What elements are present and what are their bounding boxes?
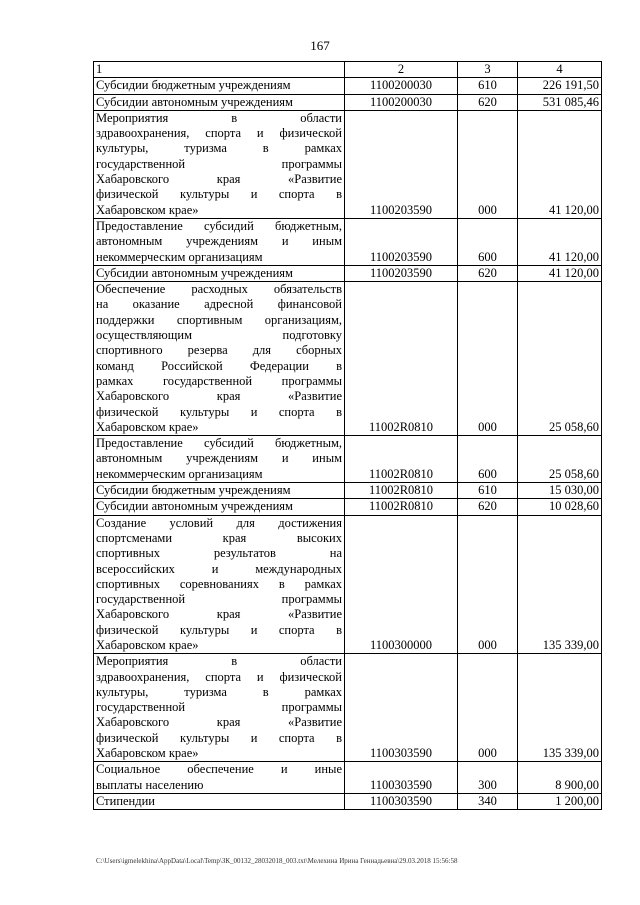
- description-line: физической культуры и спорта в: [96, 404, 342, 419]
- description-line: физической культуры и спорта в: [96, 622, 342, 637]
- row-target-code: 11002R0810: [345, 499, 458, 515]
- description-line: Социальное обеспечение и иные: [96, 762, 342, 777]
- description-line: Субсидии бюджетным учреждениям: [96, 78, 291, 93]
- row-target-code: 1100203590: [345, 265, 458, 281]
- row-expense-type: 600: [458, 218, 518, 265]
- row-target-code: 1100303590: [345, 654, 458, 762]
- row-amount: 41 120,00: [518, 110, 602, 218]
- description-line: осуществляющим подготовку: [96, 328, 342, 343]
- description-line: культуры, туризма в рамках: [96, 141, 342, 156]
- description-line: культуры, туризма в рамках: [96, 684, 342, 699]
- description-line: спортивного резерва для сборных: [96, 343, 342, 358]
- table-row: [94, 94, 602, 110]
- description-line: государственной программы: [96, 592, 342, 607]
- description-line: автономным учреждениям и иным: [96, 451, 342, 466]
- row-target-code: 11002R0810: [345, 436, 458, 483]
- table-header-row: [94, 62, 602, 78]
- row-expense-type: 610: [458, 78, 518, 94]
- description-line: поддержки спортивным организациям,: [96, 312, 342, 327]
- row-amount: 8 900,00: [518, 762, 602, 794]
- row-target-code: 1100303590: [345, 793, 458, 809]
- header-col-4: 4: [518, 62, 602, 78]
- row-target-code: 1100200030: [345, 78, 458, 94]
- row-amount: 135 339,00: [518, 515, 602, 654]
- table-row: [94, 218, 602, 265]
- table-row: [94, 499, 602, 515]
- header-col-2: 2: [345, 62, 458, 78]
- description-line: Хабаровского края «Развитие: [96, 172, 342, 187]
- budget-table: [93, 61, 602, 810]
- row-description: [94, 94, 345, 110]
- row-amount: 41 120,00: [518, 265, 602, 281]
- description-line: государственной программы: [96, 156, 342, 171]
- description-line: рамках государственной программы: [96, 373, 342, 388]
- description-line: Хабаровского края «Развитие: [96, 389, 342, 404]
- row-expense-type: 340: [458, 793, 518, 809]
- row-target-code: 11002R0810: [345, 483, 458, 499]
- file-path-footer: C:\Users\igmelekhina\AppData\Local\Temp\ЗК_00132_28032018_003.txt\Мелехина Ирина Геннадьевна\29.03.2018 15:56:58: [96, 857, 458, 865]
- description-line: физической культуры и спорта в: [96, 730, 342, 745]
- description-line: Хабаровском крае»: [96, 202, 199, 217]
- row-target-code: 1100200030: [345, 94, 458, 110]
- description-line: Субсидии автономным учреждениям: [96, 94, 293, 109]
- row-amount: 531 085,46: [518, 94, 602, 110]
- row-expense-type: 610: [458, 483, 518, 499]
- row-target-code: 1100203590: [345, 110, 458, 218]
- description-line: выплаты населению: [96, 777, 204, 792]
- description-line: некоммерческим организациям: [96, 466, 263, 481]
- table-row: [94, 110, 602, 218]
- description-line: Хабаровском крае»: [96, 746, 199, 761]
- row-target-code: 1100303590: [345, 762, 458, 794]
- row-expense-type: 000: [458, 110, 518, 218]
- row-expense-type: 620: [458, 499, 518, 515]
- description-line: на оказание адресной финансовой: [96, 297, 342, 312]
- description-line: Мероприятия в области: [96, 654, 342, 669]
- row-amount: 1 200,00: [518, 793, 602, 809]
- table-row: [94, 483, 602, 499]
- table-row: [94, 762, 602, 794]
- description-line: Хабаровского края «Развитие: [96, 607, 342, 622]
- row-description: [94, 218, 345, 265]
- row-target-code: 11002R0810: [345, 282, 458, 436]
- row-description: [94, 654, 345, 762]
- description-line: Хабаровского края «Развитие: [96, 715, 342, 730]
- description-line: Субсидии автономным учреждениям: [96, 265, 293, 280]
- page-number: 167: [310, 38, 330, 53]
- row-description: [94, 762, 345, 794]
- row-amount: 15 030,00: [518, 483, 602, 499]
- description-line: Стипендии: [96, 793, 155, 808]
- table-row: [94, 793, 602, 809]
- row-description: [94, 110, 345, 218]
- description-line: Предоставление субсидий бюджетным,: [96, 218, 342, 233]
- row-amount: 226 191,50: [518, 78, 602, 94]
- description-line: некоммерческим организациям: [96, 249, 263, 264]
- description-line: спортивных соревнованиях в рамках: [96, 576, 342, 591]
- row-amount: 25 058,60: [518, 282, 602, 436]
- description-line: Хабаровском крае»: [96, 419, 199, 434]
- table-row: [94, 78, 602, 94]
- table-row: [94, 436, 602, 483]
- row-target-code: 1100203590: [345, 218, 458, 265]
- row-expense-type: 620: [458, 265, 518, 281]
- description-line: автономным учреждениям и иным: [96, 234, 342, 249]
- row-amount: 10 028,60: [518, 499, 602, 515]
- row-expense-type: 000: [458, 654, 518, 762]
- row-description: [94, 499, 345, 515]
- table-row: [94, 515, 602, 654]
- row-expense-type: 000: [458, 282, 518, 436]
- table-row: [94, 265, 602, 281]
- description-line: спортивных результатов на: [96, 546, 342, 561]
- row-amount: 135 339,00: [518, 654, 602, 762]
- row-description: [94, 515, 345, 654]
- description-line: всероссийских и международных: [96, 561, 342, 576]
- row-description: [94, 793, 345, 809]
- row-amount: 41 120,00: [518, 218, 602, 265]
- description-line: Хабаровском крае»: [96, 637, 199, 652]
- description-line: Предоставление субсидий бюджетным,: [96, 436, 342, 451]
- row-expense-type: 620: [458, 94, 518, 110]
- description-line: спортсменами края высоких: [96, 530, 342, 545]
- row-description: [94, 282, 345, 436]
- row-description: [94, 483, 345, 499]
- header-col-1: 1: [94, 62, 345, 78]
- description-line: Субсидии автономным учреждениям: [96, 499, 293, 514]
- row-amount: 25 058,60: [518, 436, 602, 483]
- description-line: Субсидии бюджетным учреждениям: [96, 483, 291, 498]
- table-row: [94, 282, 602, 436]
- description-line: государственной программы: [96, 700, 342, 715]
- row-expense-type: 300: [458, 762, 518, 794]
- row-description: [94, 265, 345, 281]
- description-line: физической культуры и спорта в: [96, 187, 342, 202]
- table-row: [94, 654, 602, 762]
- row-expense-type: 000: [458, 515, 518, 654]
- row-description: [94, 436, 345, 483]
- header-col-3: 3: [458, 62, 518, 78]
- description-line: Создание условий для достижения: [96, 515, 342, 530]
- description-line: Мероприятия в области: [96, 110, 342, 125]
- row-description: [94, 78, 345, 94]
- description-line: здравоохранения, спорта и физической: [96, 669, 342, 684]
- description-line: Обеспечение расходных обязательств: [96, 282, 342, 297]
- description-line: команд Российской Федерации в: [96, 358, 342, 373]
- description-line: здравоохранения, спорта и физической: [96, 126, 342, 141]
- row-target-code: 1100300000: [345, 515, 458, 654]
- row-expense-type: 600: [458, 436, 518, 483]
